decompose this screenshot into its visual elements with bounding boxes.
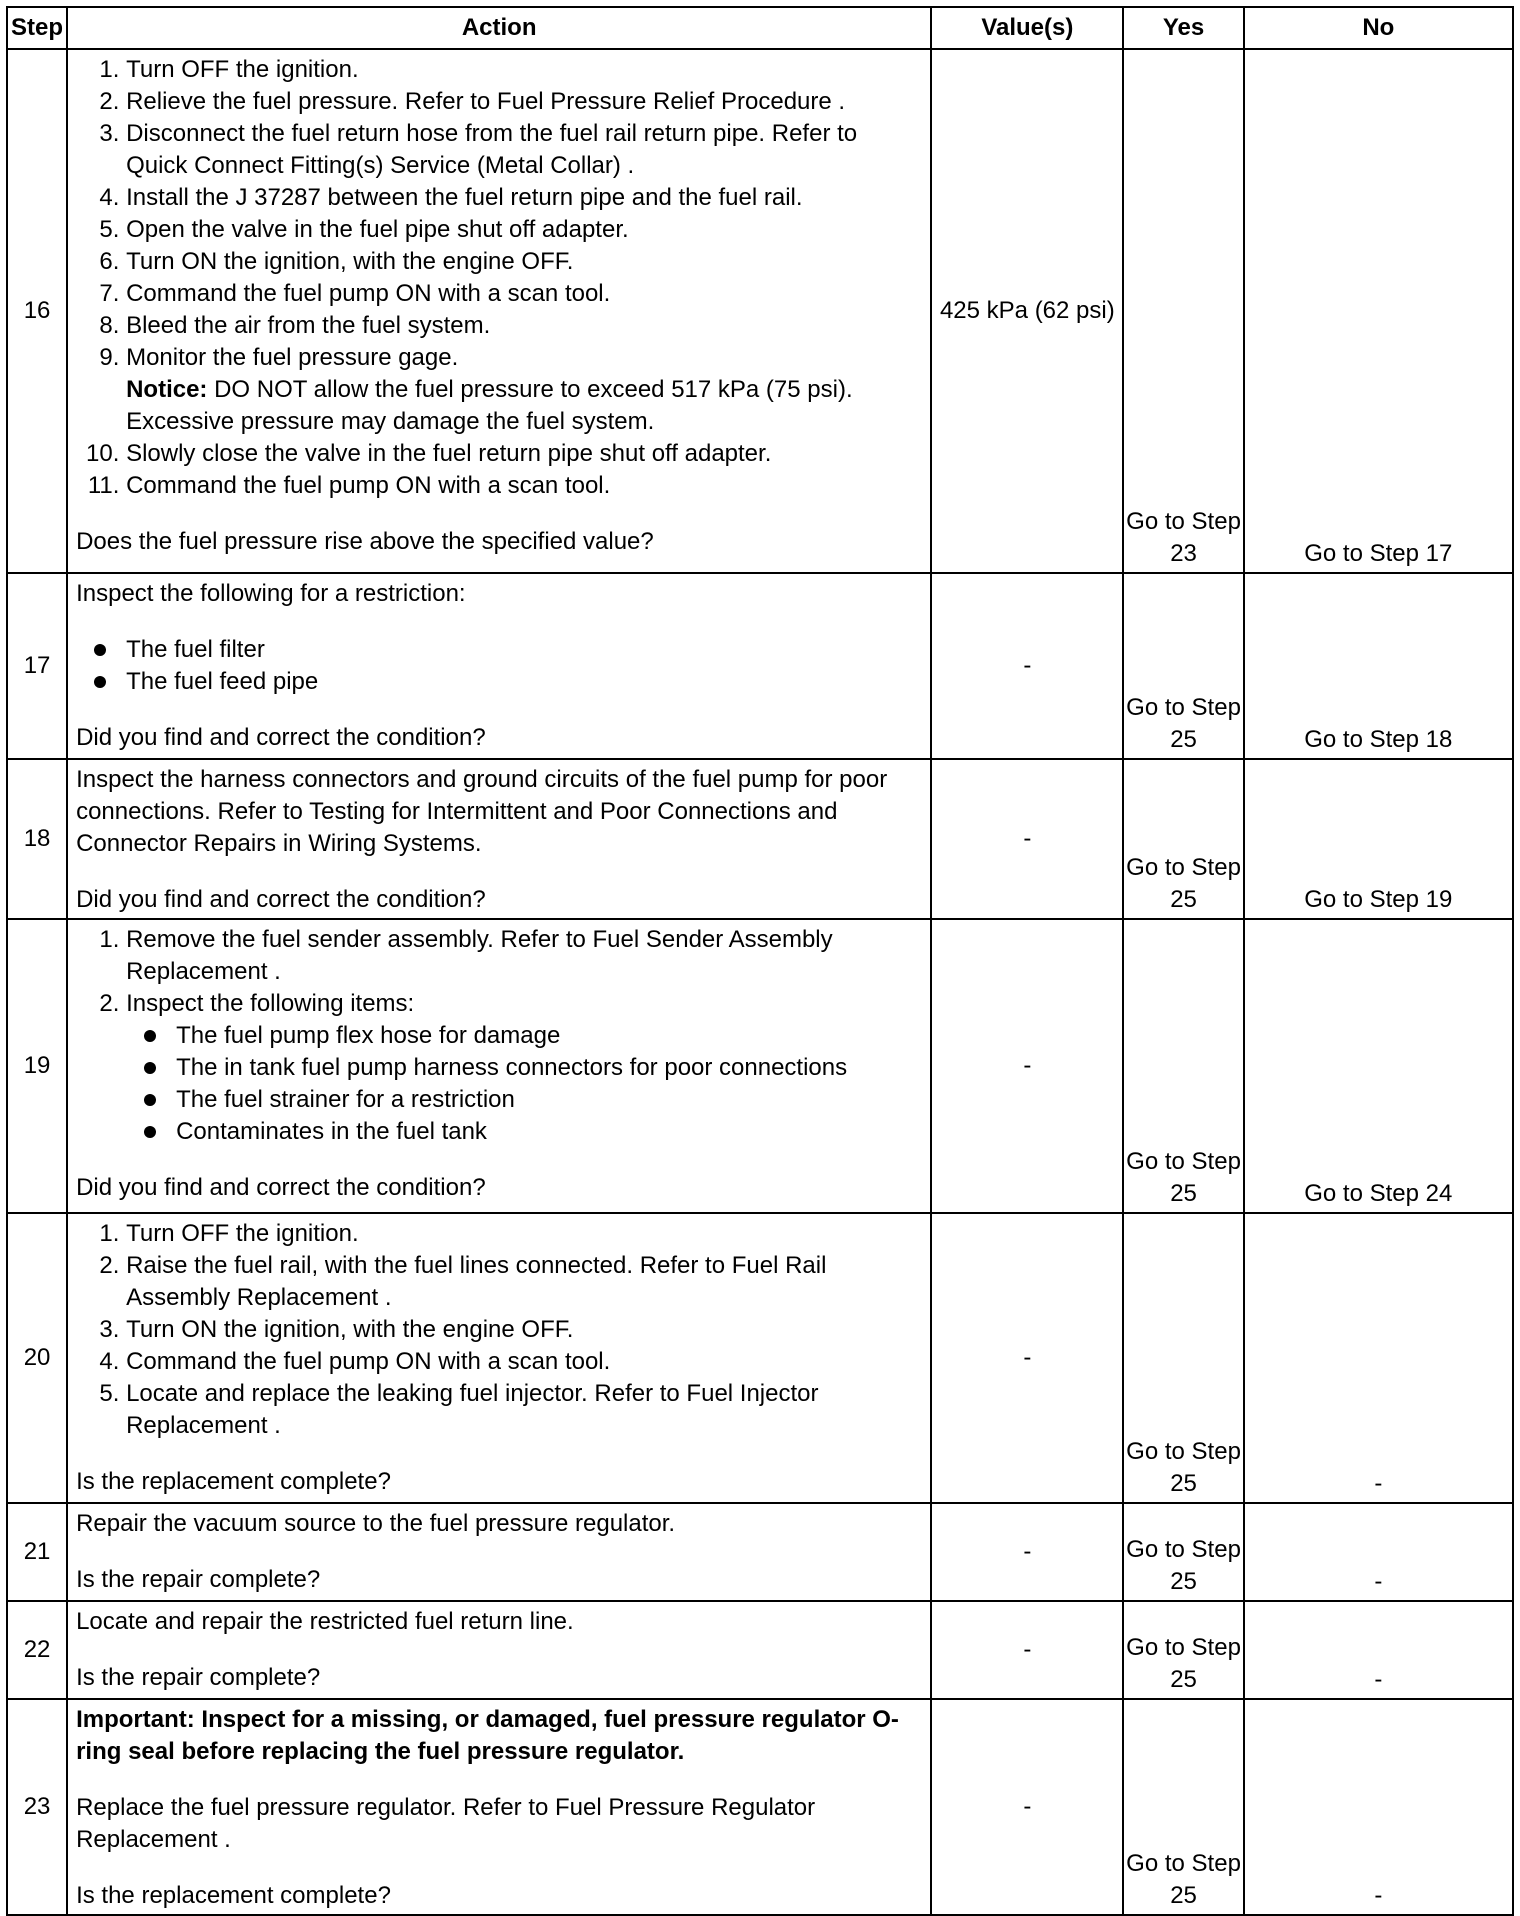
header-no: No: [1244, 7, 1513, 49]
intro: Inspect the following for a restriction:: [76, 580, 466, 607]
list-item: 3. Disconnect the fuel return hose from the fuel rail return pipe. Refer to Quick Connect Fitting(s) Service (Metal Collar) .: [126, 118, 922, 182]
question: Did you find and correct the condition?: [76, 724, 486, 751]
no-cell: -: [1244, 1699, 1513, 1915]
table-row: [7, 1503, 1513, 1601]
yes-cell: Go to Step 25: [1123, 1601, 1243, 1699]
list-item-text: 9. Monitor the fuel pressure gage.: [126, 344, 459, 371]
value-cell: -: [931, 1699, 1123, 1915]
list-item: [126, 988, 922, 1148]
list-item: [126, 342, 922, 438]
notice: [126, 374, 922, 438]
no-cell: -: [1244, 1601, 1513, 1699]
header-action: Action: [67, 7, 931, 49]
yes-cell: Go to Step 25: [1123, 1213, 1243, 1503]
action-cell: [67, 1699, 931, 1915]
no-cell: Go to Step 19: [1244, 759, 1513, 919]
yes-cell: Go to Step 25: [1123, 1503, 1243, 1601]
list-item: The in tank fuel pump harness connectors for poor connections: [176, 1052, 922, 1084]
action-list: [76, 924, 922, 1148]
list-item: 5. Locate and replace the leaking fuel injector. Refer to Fuel Injector Replacement .: [126, 1378, 922, 1442]
list-item: 10. Slowly close the valve in the fuel return pipe shut off adapter.: [126, 438, 922, 470]
no-cell: -: [1244, 1503, 1513, 1601]
action-cell: [67, 1503, 931, 1601]
step-number: 18: [7, 759, 67, 919]
value-cell: -: [931, 1503, 1123, 1601]
value-cell: -: [931, 1601, 1123, 1699]
intro: Replace the fuel pressure regulator. Refer to Fuel Pressure Regulator Replacement .: [76, 1794, 816, 1853]
list-item: 5. Open the valve in the fuel pipe shut off adapter.: [126, 214, 922, 246]
value-cell: -: [931, 919, 1123, 1213]
value-cell: -: [931, 1213, 1123, 1503]
step-number: 23: [7, 1699, 67, 1915]
list-item: 8. Bleed the air from the fuel system.: [126, 310, 922, 342]
list-item: Contaminates in the fuel tank: [176, 1116, 922, 1148]
header-values: Value(s): [931, 7, 1123, 49]
no-cell: -: [1244, 1213, 1513, 1503]
table-row: [7, 1601, 1513, 1699]
table-row: [7, 1213, 1513, 1503]
list-item: 2. Raise the fuel rail, with the fuel lines connected. Refer to Fuel Rail Assembly Replacement .: [126, 1250, 922, 1314]
list-item: 1. Remove the fuel sender assembly. Refer to Fuel Sender Assembly Replacement .: [126, 924, 922, 988]
bullet-list: [76, 634, 922, 698]
action-cell: [67, 919, 931, 1213]
list-item: 2. Relieve the fuel pressure. Refer to Fuel Pressure Relief Procedure .: [126, 86, 922, 118]
table-row: [7, 1699, 1513, 1915]
yes-cell: Go to Step 23: [1123, 49, 1243, 573]
list-item: 3. Turn ON the ignition, with the engine OFF.: [126, 1314, 922, 1346]
value-cell: -: [931, 759, 1123, 919]
question: Is the repair complete?: [76, 1664, 321, 1691]
intro: Repair the vacuum source to the fuel pressure regulator.: [76, 1510, 676, 1537]
no-cell: Go to Step 18: [1244, 573, 1513, 759]
list-item: 1. Turn OFF the ignition.: [126, 54, 922, 86]
step-number: 22: [7, 1601, 67, 1699]
question: Did you find and correct the condition?: [76, 1174, 486, 1201]
question: Is the replacement complete?: [76, 1468, 391, 1495]
yes-cell: Go to Step 25: [1123, 573, 1243, 759]
intro: Inspect the harness connectors and ground circuits of the fuel pump for poor connections. Refer to Testing for Intermittent and Poor Connections and Connector Repairs in Wiring Systems.: [76, 766, 888, 857]
no-cell: Go to Step 24: [1244, 919, 1513, 1213]
list-item: 11. Command the fuel pump ON with a scan tool.: [126, 470, 922, 502]
header-yes: Yes: [1123, 7, 1243, 49]
value-cell: 425 kPa (62 psi): [931, 49, 1123, 573]
yes-cell: Go to Step 25: [1123, 919, 1243, 1213]
question: Is the replacement complete?: [76, 1882, 391, 1909]
table-row: [7, 919, 1513, 1213]
table-row: [7, 759, 1513, 919]
table-row: [7, 49, 1513, 573]
list-item: 4. Command the fuel pump ON with a scan tool.: [126, 1346, 922, 1378]
list-item: 1. Turn OFF the ignition.: [126, 1218, 922, 1250]
no-cell: Go to Step 17: [1244, 49, 1513, 573]
question: Does the fuel pressure rise above the specified value?: [76, 528, 654, 555]
table-row: [7, 573, 1513, 759]
step-number: 16: [7, 49, 67, 573]
notice-label: Notice:: [126, 376, 208, 403]
action-cell: [67, 573, 931, 759]
notice-text: DO NOT allow the fuel pressure to exceed 517 kPa (75 psi). Excessive pressure may damage the fuel system.: [126, 376, 853, 435]
diagnostic-table: [6, 6, 1514, 1916]
step-number: 20: [7, 1213, 67, 1503]
action-list: [76, 1218, 922, 1442]
intro: Locate and repair the restricted fuel return line.: [76, 1608, 574, 1635]
yes-cell: Go to Step 25: [1123, 759, 1243, 919]
header-row: [7, 7, 1513, 49]
list-item: 4. Install the J 37287 between the fuel return pipe and the fuel rail.: [126, 182, 922, 214]
action-cell: [67, 1601, 931, 1699]
list-item: The fuel strainer for a restriction: [176, 1084, 922, 1116]
action-cell: [67, 49, 931, 573]
action-cell: [67, 1213, 931, 1503]
question: Did you find and correct the condition?: [76, 886, 486, 913]
header-step: Step: [7, 7, 67, 49]
question: Is the repair complete?: [76, 1566, 321, 1593]
step-number: 17: [7, 573, 67, 759]
list-item: The fuel filter: [126, 634, 922, 666]
list-item: The fuel feed pipe: [126, 666, 922, 698]
yes-cell: Go to Step 25: [1123, 1699, 1243, 1915]
action-cell: [67, 759, 931, 919]
important-note: Important: Inspect for a missing, or damaged, fuel pressure regulator O-ring seal before replacing the fuel pressure regulator.: [76, 1706, 899, 1765]
list-item: The fuel pump flex hose for damage: [176, 1020, 922, 1052]
step-number: 21: [7, 1503, 67, 1601]
bullet-list: [126, 1020, 922, 1148]
step-number: 19: [7, 919, 67, 1213]
list-item: 7. Command the fuel pump ON with a scan tool.: [126, 278, 922, 310]
list-item-text: 2. Inspect the following items:: [126, 990, 415, 1017]
list-item: 6. Turn ON the ignition, with the engine OFF.: [126, 246, 922, 278]
action-list: [76, 54, 922, 502]
value-cell: -: [931, 573, 1123, 759]
